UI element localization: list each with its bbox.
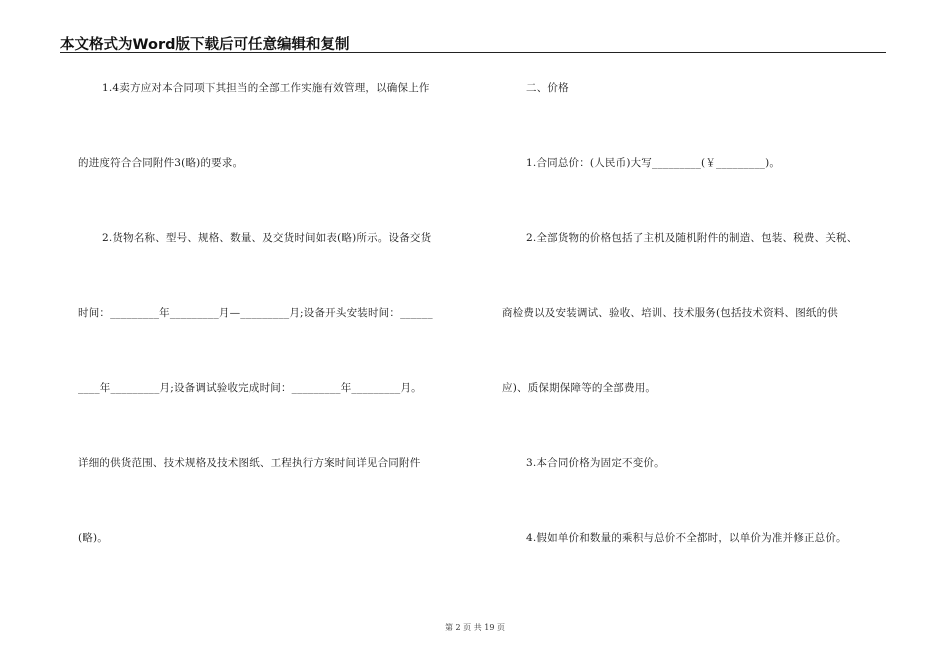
section-heading: 二、价格: [526, 82, 569, 94]
paragraph-line: 3.本合同价格为固定不变价。: [526, 457, 665, 469]
paragraph-line: 商检费以及安装调试、验收、培训、技术服务(包括技术资料、图纸的供: [502, 307, 838, 319]
paragraph-line: 4.假如单价和数量的乘积与总价不全都时，以单价为准并修正总价。: [526, 532, 847, 544]
paragraph-line: (略)。: [78, 532, 108, 544]
paragraph-line: 详细的供货范围、技术规格及技术图纸、工程执行方案时间详见合同附件: [78, 457, 421, 469]
paragraph-line: 的进度符合合同附件3(略)的要求。: [78, 157, 244, 169]
paragraph-line: 应)、质保期保障等的全部费用。: [502, 382, 657, 394]
paragraph-line: 2.货物名称、型号、规格、数量、及交货时间如表(略)所示。设备交货: [102, 232, 432, 244]
paragraph-line: 时间：_________年_________月—_________月;设备开头安装时间：______: [78, 307, 433, 319]
header-divider: [60, 52, 886, 53]
document-header-title: 本文格式为Word版下载后可任意编辑和复制: [60, 37, 350, 53]
page-number-footer: 第 2 页 共 19 页: [445, 623, 505, 632]
paragraph-line: 2.全部货物的价格包括了主机及随机附件的制造、包装、税费、关税、: [526, 232, 858, 244]
paragraph-line: 1.合同总价：(人民币)大写_________(￥_________)。: [526, 157, 781, 169]
paragraph-line: 1.4卖方应对本合同项下其担当的全部工作实施有效管理，以确保上作: [102, 82, 430, 94]
paragraph-line: ____年_________月;设备调试验收完成时间：_________年_________月。: [78, 382, 422, 394]
